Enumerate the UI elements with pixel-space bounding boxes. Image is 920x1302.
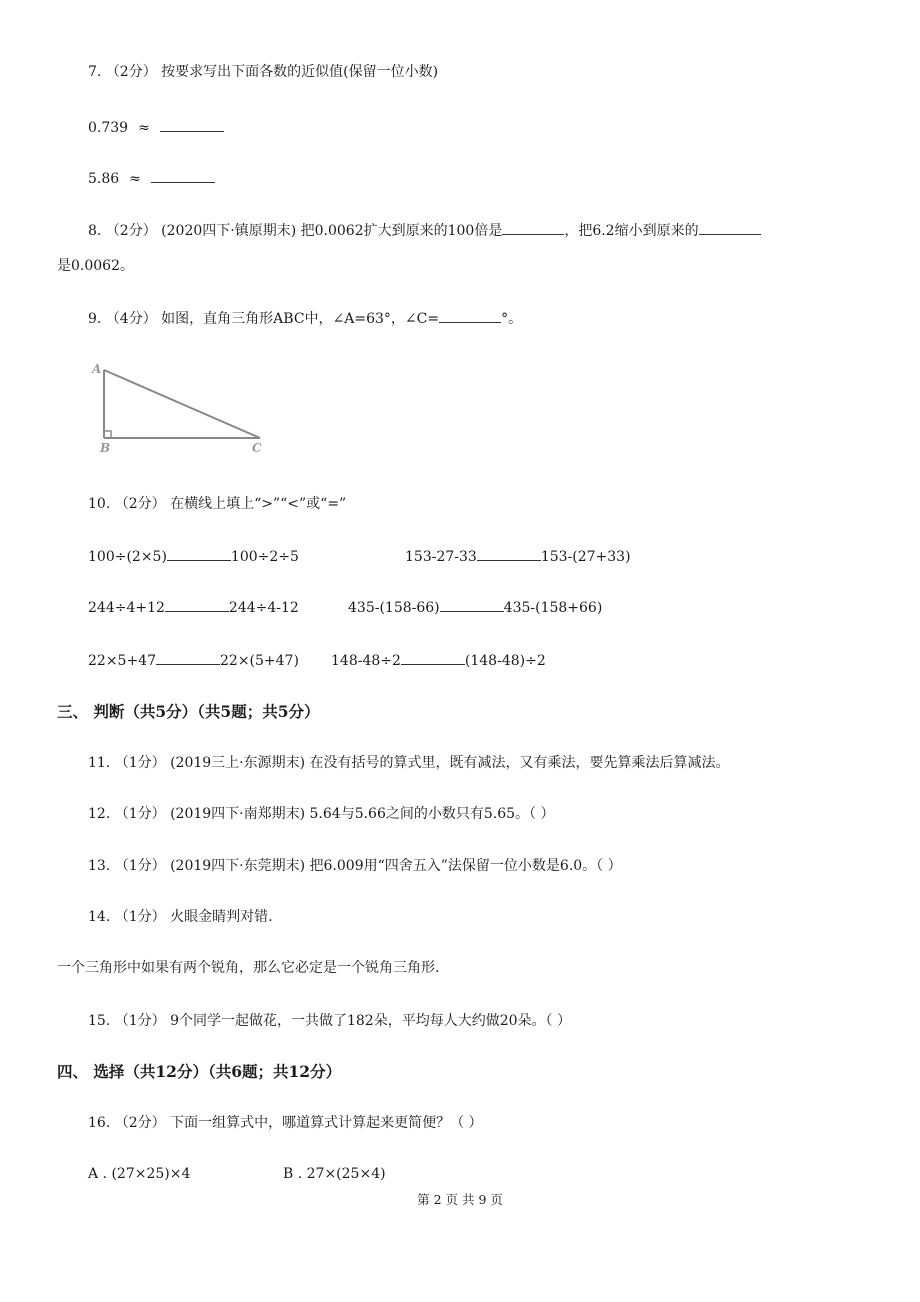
q14-stem: 14. （1分） 火眼金睛判对错. [88, 909, 273, 925]
q10-r1-left-expr-2: 153-27-33 [405, 549, 477, 565]
q10-r3-left-expr-2: 148-48÷2 [331, 653, 401, 669]
q7-b-row [88, 168, 215, 189]
q10-r2-right-blank[interactable] [440, 597, 504, 612]
q12: 12. （1分） (2019四下·南郑期末) 5.64与5.66之间的小数只有5.65。（ ） [88, 806, 555, 822]
q16-stem: 16. （2分） 下面一组算式中，哪道算式计算起来更简便？（ ） [88, 1115, 483, 1131]
q8-blank-2[interactable] [699, 220, 761, 235]
q8-part2: ，把6.2缩小到原来的 [564, 223, 699, 239]
q8-stem [88, 220, 761, 241]
q10-r3-right-expr-2: (148-48)÷2 [464, 653, 546, 669]
q10-r2-left-expr: 244÷4+12 [88, 600, 165, 616]
q7-stem: 7. （2分） 按要求写出下面各数的近似值(保留一位小数) [88, 64, 439, 80]
q10-r3-right-blank[interactable] [401, 650, 465, 665]
page-footer: 第 2 页 共 9 页 [417, 1192, 503, 1207]
q7-b-answer-blank[interactable] [151, 168, 215, 183]
q9-part2: °。 [501, 311, 523, 327]
q9-blank[interactable] [439, 308, 501, 323]
triangle-figure [88, 358, 278, 462]
q10-stem: 10. （2分） 在横线上填上“>”“<”或“=” [88, 496, 347, 512]
q10-r3-left-blank[interactable] [156, 650, 220, 665]
q10-r2-right-expr-2: 435-(158+66) [503, 600, 603, 616]
q13: 13. （1分） (2019四下·东莞期末) 把6.009用“四舍五入”法保留一位小数是6.0。（ ） [88, 858, 622, 874]
q10-r2-left-expr-2: 435-(158-66) [348, 600, 440, 616]
q10-r1-left-expr: 100÷(2×5) [88, 549, 167, 565]
section-4-heading: 四、 选择（共12分）（共6题；共12分） [57, 1062, 342, 1081]
vertex-c-label: C [252, 441, 262, 455]
q8-continuation: 是0.0062。 [57, 258, 134, 274]
q7-a-number: 0.739 [88, 120, 129, 136]
q8-part1: 8. （2分） (2020四下·镇原期末) 把0.0062扩大到原来的100倍是 [88, 223, 503, 239]
q10-row-2-left [88, 597, 299, 618]
q10-r1-right-blank[interactable] [477, 546, 541, 561]
right-triangle-abc [88, 358, 278, 458]
q10-row-1-right [405, 546, 631, 567]
q9-stem [88, 308, 522, 329]
q10-r1-right-expr-2: 153-(27+33) [540, 549, 631, 565]
q10-row-3-right [331, 650, 546, 671]
approx-symbol: ≈ [129, 171, 141, 187]
approx-symbol: ≈ [138, 120, 150, 136]
q10-row-2-right [348, 597, 602, 618]
q10-r3-right-expr: 22×(5+47) [220, 653, 299, 669]
q10-r1-left-blank[interactable] [167, 546, 231, 561]
q7-a-row [88, 117, 224, 138]
q10-r3-left-expr: 22×5+47 [88, 653, 156, 669]
q8-blank-1[interactable] [502, 220, 564, 235]
q10-row-3-left [88, 650, 299, 671]
vertex-b-label: B [100, 441, 111, 455]
q10-r1-right-expr: 100÷2÷5 [230, 549, 299, 565]
q10-row-1-left [88, 546, 299, 567]
q10-r2-left-blank[interactable] [165, 597, 229, 612]
q7-a-answer-blank[interactable] [160, 117, 224, 132]
q11: 11. （1分） (2019三上·东源期末) 在没有括号的算式里，既有减法，又有乘法，要先算乘法后算减法。 [88, 755, 730, 771]
q10-r2-right-expr: 244÷4-12 [228, 600, 299, 616]
q7-b-number: 5.86 [88, 171, 120, 187]
q15: 15. （1分） 9个同学一起做花，一共做了182朵，平均每人大约做20朵。（ ） [88, 1013, 571, 1029]
q16-option-a[interactable]: A . (27×25)×4 [88, 1166, 191, 1182]
q14-statement: 一个三角形中如果有两个锐角，那么它必定是一个锐角三角形. [57, 960, 440, 976]
vertex-a-label: A [92, 362, 102, 376]
q16-option-b[interactable]: B . 27×(25×4) [283, 1166, 386, 1182]
section-3-heading: 三、 判断（共5分）（共5题；共5分） [57, 702, 320, 721]
q9-part1: 9. （4分） 如图，直角三角形ABC中，∠A=63°，∠C= [88, 311, 440, 327]
